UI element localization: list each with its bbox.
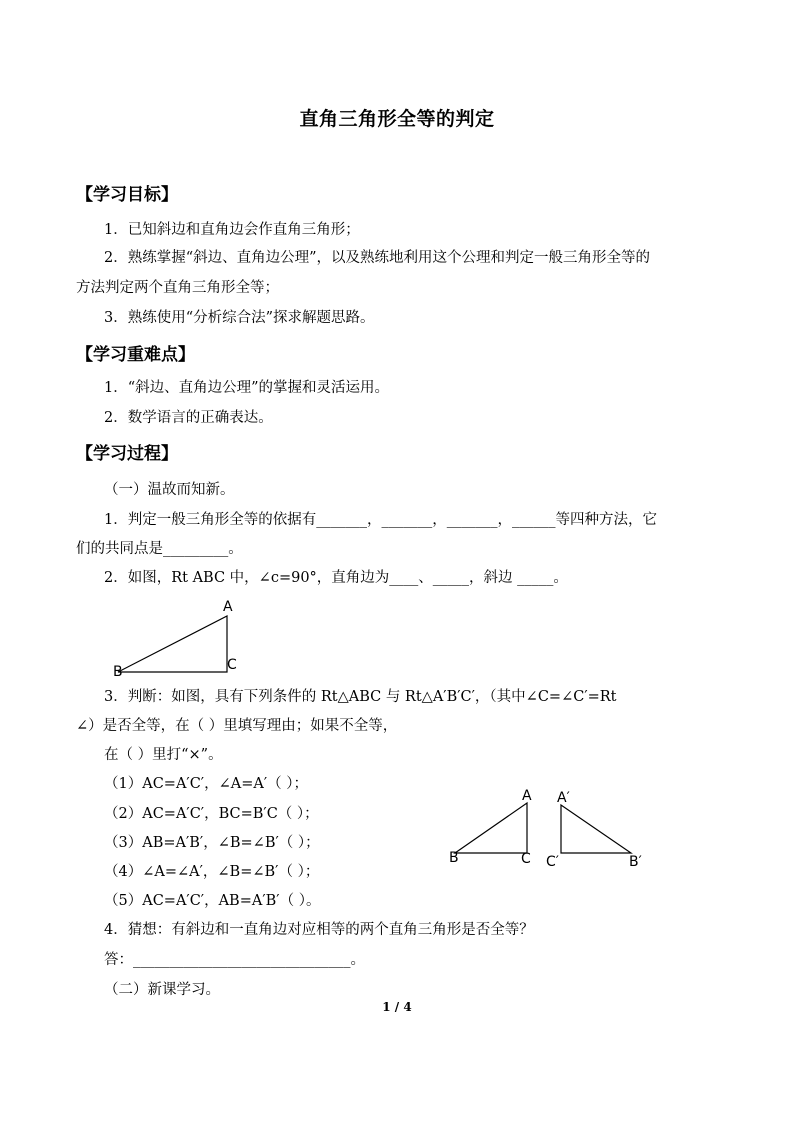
- goal-item-2-line-1: 2．熟练掌握“斜边、直角边公理”，以及熟练地利用这个公理和判定一般三角形全等的: [104, 250, 651, 266]
- triangle-abc-label-c: C: [521, 851, 531, 867]
- question-3-option-3: （3）AB=A′B′，∠B=∠B′（ ）；: [104, 835, 320, 851]
- question-3-line-2: ∠）是否全等，在（ ）里填写理由；如果不全等，: [76, 718, 398, 734]
- triangle-1-label-c: C: [227, 657, 237, 673]
- question-3-option-1: （1）AC=A′C′，∠A=A′（ ）；: [104, 776, 308, 792]
- triangle-1-label-a: A: [223, 599, 233, 615]
- triangle-abc-shape: [455, 803, 527, 853]
- page-number: 1 / 4: [382, 1000, 412, 1014]
- review-heading: （一）温故而知新。: [104, 482, 235, 498]
- key-point-2: 2．数学语言的正确表达。: [104, 410, 273, 426]
- triangle-figure-2: [445, 785, 655, 875]
- section-heading-key-points: 【学习重难点】: [76, 345, 195, 365]
- triangle-prime-shape: [561, 805, 631, 853]
- goal-item-2-line-2: 方法判定两个直角三角形全等；: [76, 280, 279, 296]
- question-3-line-1: 3．判断：如图，具有下列条件的 Rt△ABC 与 Rt△A′B′C′，（其中∠C=∠C′=Rt: [104, 689, 617, 705]
- triangle-prime-label-b: B′: [629, 854, 642, 870]
- triangle-1-label-b: B: [113, 664, 123, 680]
- section-heading-goals: 【学习目标】: [76, 185, 178, 205]
- new-lesson-heading: （二）新课学习。: [104, 982, 220, 998]
- question-1-line-1: 1．判定一般三角形全等的依据有_______，_______，_______，______等四种方法，它: [104, 512, 657, 528]
- triangle-figure-1: [108, 596, 248, 680]
- question-3-line-3: 在（ ）里打“×”。: [104, 747, 223, 763]
- triangle-prime-label-c: C′: [546, 854, 559, 870]
- answer-line: 答：______________________________。: [104, 952, 365, 968]
- question-3-option-4: （4）∠A=∠A′，∠B=∠B′（ ）；: [104, 864, 320, 880]
- section-heading-process: 【学习过程】: [76, 444, 178, 464]
- triangle-abc-label-a: A: [522, 788, 532, 804]
- question-3-option-2: （2）AC=A′C′，BC=B′C（ ）；: [104, 806, 319, 822]
- question-2: 2．如图，Rt ABC 中，∠c=90°，直角边为____、_____，斜边 _____。: [104, 570, 568, 586]
- question-3-option-5: （5）AC=A′C′，AB=A′B′（ ）。: [104, 893, 321, 909]
- triangle-abc-label-b: B: [449, 850, 459, 866]
- question-1-line-2: 们的共同点是_________。: [76, 541, 243, 557]
- key-point-1: 1．“斜边、直角边公理”的掌握和灵活运用。: [104, 380, 390, 396]
- triangle-prime-label-a: A′: [557, 790, 570, 806]
- triangle-1-shape: [118, 616, 227, 672]
- question-4: 4．猜想：有斜边和一直角边对应相等的两个直角三角形是否全等？: [104, 922, 534, 938]
- goal-item-1: 1．已知斜边和直角边会作直角三角形；: [104, 222, 360, 238]
- goal-item-3: 3．熟练使用“分析综合法”探求解题思路。: [104, 310, 375, 326]
- page-title: 直角三角形全等的判定: [299, 108, 495, 130]
